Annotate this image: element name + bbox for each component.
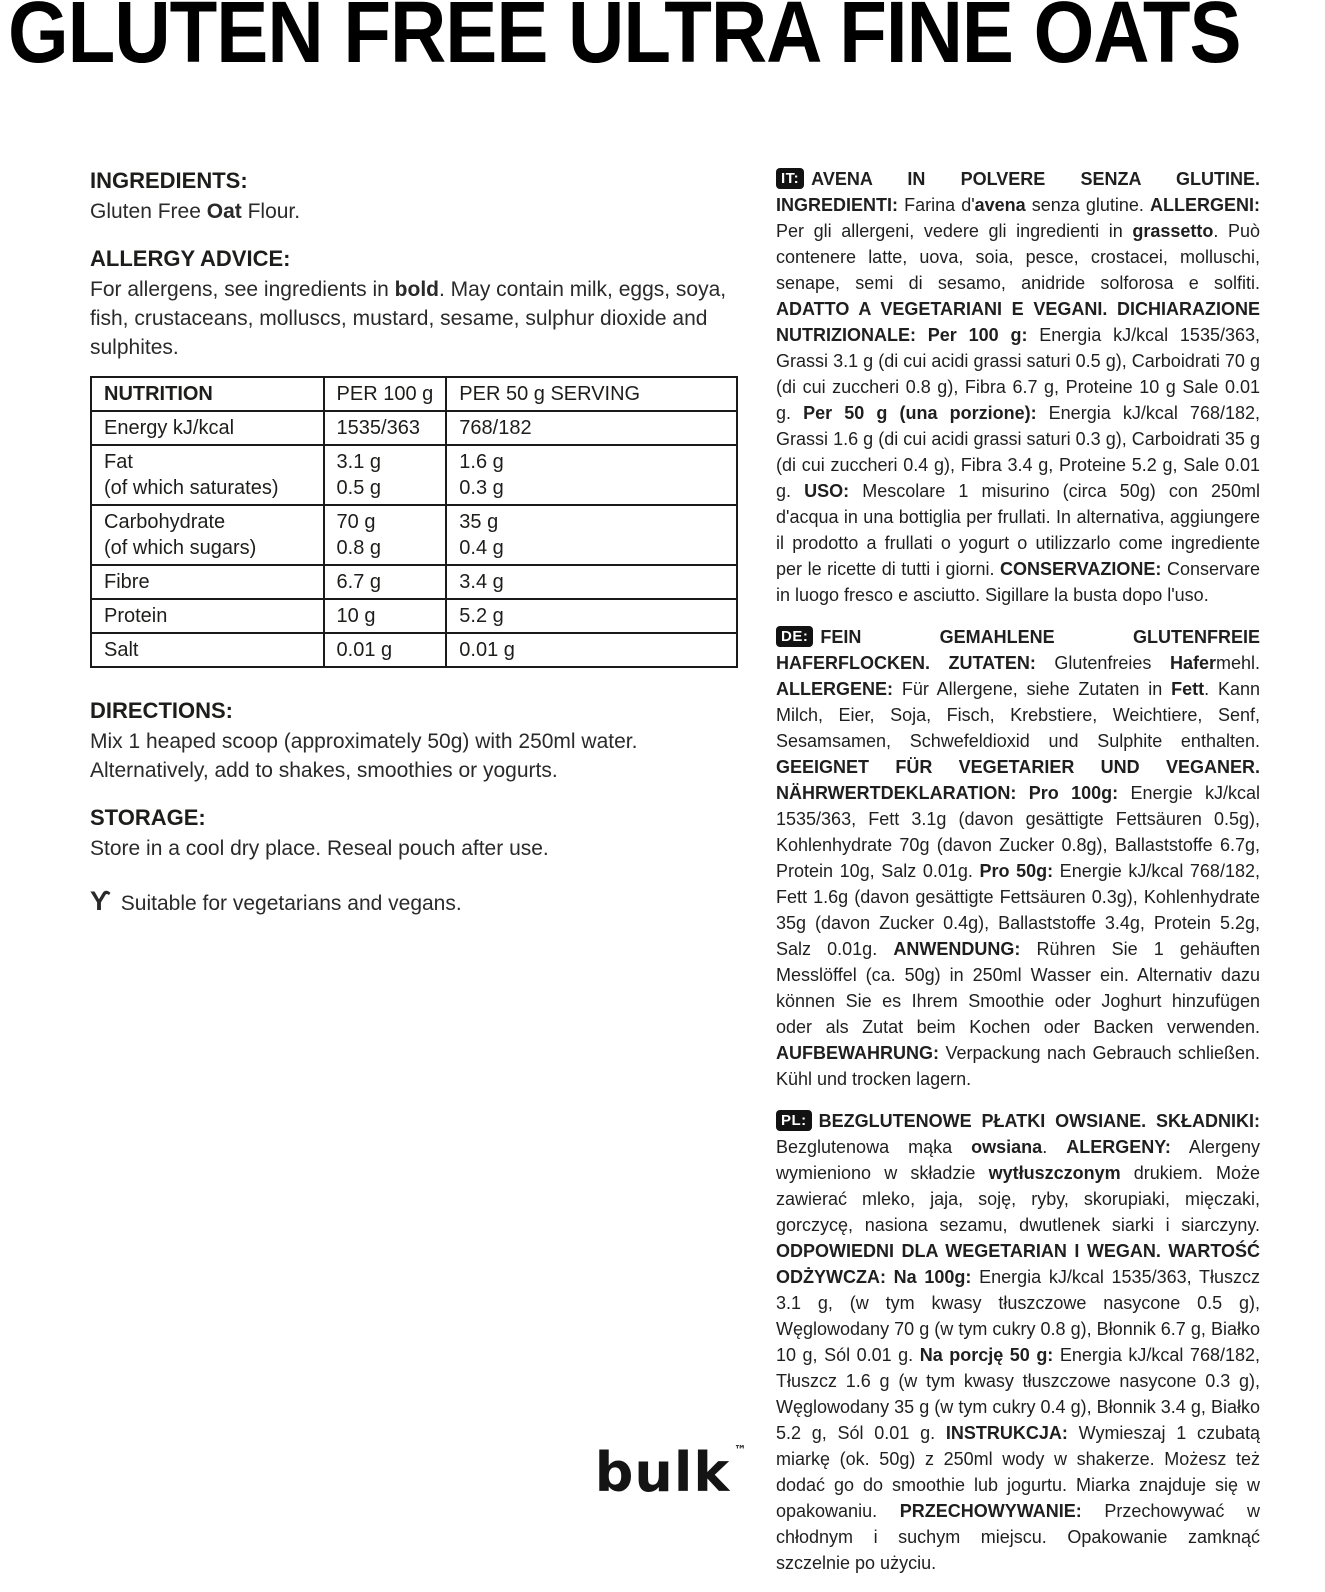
table-row [91, 599, 737, 633]
table-cell: 3.4 g [446, 565, 737, 599]
table-row [91, 565, 737, 599]
right-column [776, 166, 1260, 1592]
table-cell: Carbohydrate (of which sugars) [91, 505, 324, 565]
paragraph-german [776, 624, 1260, 1092]
table-header-nutrition: NUTRITION [91, 377, 324, 411]
table-cell: 768/182 [446, 411, 737, 445]
allergy-text: For allergens, see ingredients in bold. May contain milk, eggs, soya, fish, crustaceans, molluscs, mustard, sesame, sulphur dioxide and sulphites. [90, 278, 727, 359]
brand-logo-text: bulk [594, 1441, 731, 1504]
table-cell: 6.7 g [324, 565, 447, 599]
table-cell: 1535/363 [324, 411, 447, 445]
table-cell: Fibre [91, 565, 324, 599]
lang-badge-de: DE: [776, 626, 813, 647]
table-header-per100: PER 100 g [324, 377, 447, 411]
ingredients-section [90, 168, 730, 226]
paragraph-polish [776, 1108, 1260, 1576]
paragraph-italian [776, 166, 1260, 608]
table-row [91, 633, 737, 667]
nutrition-table [90, 376, 738, 668]
trademark-symbol: ™ [734, 1443, 747, 1457]
footer [0, 1441, 1325, 1504]
directions-heading: DIRECTIONS: [90, 698, 233, 723]
table-cell: Protein [91, 599, 324, 633]
table-cell: 5.2 g [446, 599, 737, 633]
paragraph-italian-text: AVENA IN POLVERE SENZA GLUTINE. INGREDIENTI: Farina d'avena senza glutine. ALLERGENI: Per gli allergeni, vedere gli ingredienti in grassetto. Può contenere latte, uova, soia, pesce, crostacei, molluschi, senape, semi di sesamo, anidride solforosa e solfiti. ADATTO A VEGETARIANI E VEGANI. DICHIARAZIONE NUTRIZIONALE: Per 100 g: Energia kJ/kcal 1535/363, Grassi 3.1 g (di cui acidi grassi saturi 0.5 g), Carboidrati 70 g (di cui zuccheri 0.8 g), Fibra 6.7 g, Proteine 10 g Sale 0.01 g. Per 50 g (una porzione): Energia kJ/kcal 768/182, Grassi 1.6 g (di cui acidi grassi saturi 0.3 g), Carboidrati 35 g (di cui zuccheri 0.4 g), Fibra 3.4 g, Proteine 5.2 g, Sale 0.01 g. USO: Mescolare 1 misurino (circa 50g) con 250ml d'acqua in una bottiglia per frullati. In alternativa, aggiungere il prodotto a frullati o yogurt o utilizzarlo come ingrediente per le ricette di tutti i giorni. CONSERVAZIONE: Conservare in luogo fresco e asciutto. Sigillare la busta dopo l'uso. [776, 169, 1261, 605]
directions-section [90, 698, 730, 785]
table-cell: Fat (of which saturates) [91, 445, 324, 505]
table-cell: 3.1 g 0.5 g [324, 445, 447, 505]
allergy-heading: ALLERGY ADVICE: [90, 246, 291, 271]
paragraph-polish-text: BEZGLUTENOWE PŁATKI OWSIANE. SKŁADNIKI: Bezglutenowa mąka owsiana. ALERGENY: Alergeny wymieniono w składzie wytłuszczonym drukiem. Może zawierać mleko, jaja, soję, ryby, skorupiaki, mięczaki, gorczycę, nasiona sezamu, dwutlenek siarki i siarczyny. ODPOWIEDNI DLA WEGETARIAN I WEGAN. WARTOŚĆ ODŻYWCZA: Na 100g: Energia kJ/kcal 1535/363, Tłuszcz 3.1 g, (w tym kwasy tłuszczowe nasycone 0.5 g), Węglowodany 70 g (w tym cukry 0.8 g), Błonnik 6.7 g, Białko 10 g, Sól 0.01 g. Na porcję 50 g: Energia kJ/kcal 768/182, Tłuszcz 1.6 g (w tym kwasy tłuszczowe nasycone 0.3 g), Węglowodany 35 g (w tym cukry 0.4 g), Błonnik 3.4 g, Białko 5.2 g, Sól 0.01 g. INSTRUKCJA: Wymieszaj 1 czubatą miarkę (ok. 50g) z 250ml wody w shakerze. Możesz też dodać go do smoothie lub jogurtu. Miarka znajduje się w opakowaniu. PRZECHOWYWANIE: Przechowywać w chłodnym i suchym miejscu. Opakowanie zamknąć szczelnie po użyciu. [776, 1111, 1261, 1573]
directions-text: Mix 1 heaped scoop (approximately 50g) with 250ml water. Alternatively, add to shakes, smoothies or yogurts. [90, 730, 638, 782]
vegetarian-note-text: Suitable for vegetarians and vegans. [120, 892, 462, 915]
table-row [91, 505, 737, 565]
ingredients-text: Gluten Free Oat Flour. [90, 200, 301, 223]
table-cell: 10 g [324, 599, 447, 633]
storage-heading: STORAGE: [90, 805, 206, 830]
table-cell: 35 g 0.4 g [446, 505, 737, 565]
storage-section [90, 805, 730, 863]
table-cell: 0.01 g [446, 633, 737, 667]
left-column [90, 168, 730, 918]
paragraph-german-text: FEIN GEMAHLENE GLUTENFREIE HAFERFLOCKEN. ZUTATEN: Glutenfreies Hafermehl. ALLERGENE: Für Allergene, siehe Zutaten in Fett. Kann Milch, Eier, Soja, Fisch, Krebstiere, Weichtiere, Senf, Sesamsamen, Schwefeldioxid und Sulphite enthalten. GEEIGNET FÜR VEGETARIER UND VEGANER. NÄHRWERTDEKLARATION: Pro 100g: Energie kJ/kcal 1535/363, Fett 3.1g (davon gesättigte Fettsäuren 0.5g), Kohlenhydrate 70g (davon Zucker 0.8g), Ballaststoffe 6.7g, Protein 10g, Salz 0.01g. Pro 50g: Energie kJ/kcal 768/182, Fett 1.6g (davon gesättigte Fettsäuren 0.3g), Kohlenhydrate 35g (davon Zucker 0.4g), Ballaststoffe 3.4g, Protein 5.2g, Salz 0.01g. ANWENDUNG: Rühren Sie 1 gehäuften Messlöffel (ca. 50g) in 250ml Wasser ein. Alternativ dazu können Sie es Ihrem Smoothie oder Joghurt hinzufügen oder als Zutat beim Kochen oder Backen verwenden. AUFBEWAHRUNG: Verpackung nach Gebrauch schließen. Kühl und trocken lagern. [776, 627, 1260, 1089]
page-title: GLUTEN FREE ULTRA FINE OATS [8, 0, 1241, 81]
table-cell: 1.6 g 0.3 g [446, 445, 737, 505]
vegetarian-note [90, 886, 730, 918]
vegetarian-v-icon: ϒ [90, 886, 111, 916]
table-cell: 70 g 0.8 g [324, 505, 447, 565]
table-cell: 0.01 g [324, 633, 447, 667]
storage-text: Store in a cool dry place. Reseal pouch after use. [90, 837, 549, 860]
allergy-section [90, 246, 730, 362]
ingredients-heading: INGREDIENTS: [90, 168, 248, 193]
lang-badge-pl: PL: [776, 1110, 812, 1131]
lang-badge-it: IT: [776, 168, 804, 189]
table-header-per50: PER 50 g SERVING [446, 377, 737, 411]
brand-logo [594, 1441, 747, 1504]
table-cell: Salt [91, 633, 324, 667]
table-row [91, 411, 737, 445]
table-cell: Energy kJ/kcal [91, 411, 324, 445]
table-row [91, 445, 737, 505]
table-header-row [91, 377, 737, 411]
